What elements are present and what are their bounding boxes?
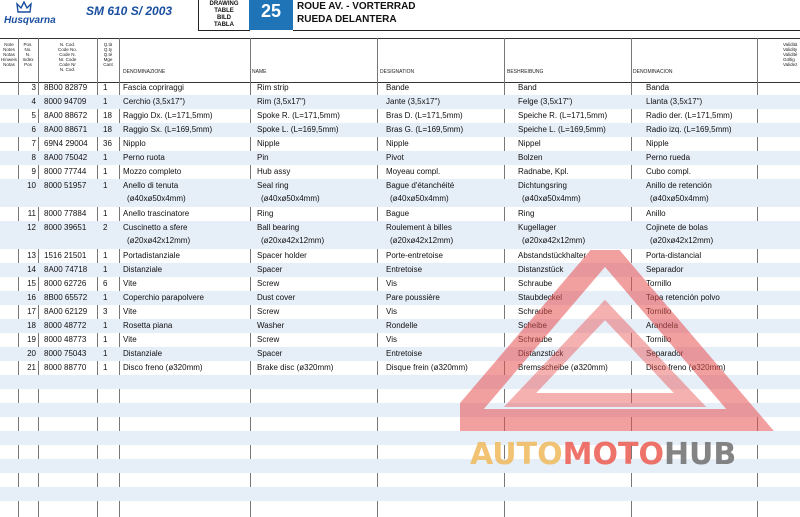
name-german: Abstandstückhalter [518,251,587,260]
name-german: Bremsscheibe (ø320mm) [518,363,608,372]
name-italian: Anello trascinatore [123,209,190,218]
ref-number: 8 [31,153,36,162]
name-german: Scheibe [518,321,547,330]
col-spanish: DENOMINACION [633,69,673,75]
name-spanish: Anillo de retención [646,181,712,190]
dimension-es: (ø20xø42x12mm) [650,236,714,245]
part-code: 8000 51957 [44,181,87,190]
brand-logo [0,3,70,31]
table-row [0,137,800,151]
part-code: 8000 77884 [44,209,87,218]
name-french: Bras D. (L=171,5mm) [386,111,463,120]
quantity: 1 [103,251,108,260]
table-label: TABLE [214,8,234,14]
col-german: BESHREIBUNG [507,69,544,75]
part-code: 1516 21501 [44,251,87,260]
name-english: Seal ring [257,181,289,190]
name-english: Washer [257,321,285,330]
name-german: Nippel [518,139,541,148]
name-german: Band [518,83,537,92]
col-english: NAME [252,69,267,75]
name-french: Rondelle [386,321,418,330]
name-italian: Vite [123,335,137,344]
quantity: 1 [103,363,108,372]
name-spanish: Tornillo [646,307,672,316]
ref-number: 12 [27,223,36,232]
name-english: Spoke R. (L=171,5mm) [257,111,340,120]
col-pos: Pos. No. N. Index Pos [22,42,34,67]
name-french: Pare poussière [386,293,440,302]
name-spanish: Separador [646,265,684,274]
name-italian: Raggio Dx. (L=171,5mm) [123,111,213,120]
ref-number: 4 [31,97,36,106]
quantity: 1 [103,321,108,330]
table-row [0,249,800,263]
quantity: 36 [103,139,112,148]
ref-number: 13 [27,251,36,260]
name-german: Schraube [518,335,553,344]
name-italian: Portadistanziale [123,251,180,260]
name-spanish: Radio der. (L=171,5mm) [646,111,733,120]
page-header [0,0,800,33]
name-spanish: Arandela [646,321,679,330]
table-row [0,319,800,333]
name-german: Bolzen [518,153,543,162]
name-spanish: Cojinete de bolas [646,223,708,232]
part-code: 8000 77744 [44,167,87,176]
name-italian: Cerchio (3,5x17") [123,97,185,106]
name-spanish: Llanta (3,5x17") [646,97,703,106]
table-row [0,165,800,179]
name-french: Roulement à billes [386,223,452,232]
col-valid: Validità Validity Validité Gültig Validez [783,42,798,67]
table-row [0,361,800,375]
name-french: Disque frein (ø320mm) [386,363,468,372]
dimension-fr: (ø20xø42x12mm) [390,236,454,245]
name-french: Bras G. (L=169,5mm) [386,125,464,134]
name-english: Ring [257,209,274,218]
empty-row [0,501,800,515]
name-french: Pivot [386,153,404,162]
quantity: 6 [103,279,108,288]
quantity: 1 [103,83,108,92]
quantity: 1 [103,293,108,302]
name-spanish: Banda [646,83,670,92]
name-english: Spacer [257,265,283,274]
name-french: Entretoise [386,349,423,358]
name-french: Nipple [386,139,409,148]
ref-number: 10 [27,181,36,190]
title-divider [293,30,800,31]
table-row [0,221,800,249]
ref-number: 20 [27,349,36,358]
dimension-de: (ø40xø50x4mm) [522,194,581,203]
empty-row [0,403,800,417]
table-row [0,263,800,277]
name-spanish: Radio izq. (L=169,5mm) [646,125,732,134]
quantity: 18 [103,111,112,120]
table-row [0,179,800,207]
name-french: Bague [386,209,410,218]
name-spanish: Tornillo [646,335,672,344]
name-italian: Raggio Sx. (L=169,5mm) [123,125,213,134]
col-qty: Q.tà Q.ty Q.té Mge Cant [103,42,113,67]
quantity: 18 [103,125,112,134]
name-italian: Distanziale [123,349,163,358]
part-code: 8000 48773 [44,335,87,344]
name-german: Radnabe, Kpl. [518,167,569,176]
name-english: Spacer holder [257,251,307,260]
part-code: 8A00 75042 [44,153,88,162]
quantity: 1 [103,153,108,162]
ref-number: 11 [27,209,36,218]
name-english: Spoke L. (L=169,5mm) [257,125,339,134]
crown-icon [16,1,32,13]
name-italian: Disco freno (ø320mm) [123,363,203,372]
name-german: Ring [518,209,535,218]
name-italian: Vite [123,307,137,316]
table-row [0,109,800,123]
name-german: Staubdeckel [518,293,563,302]
name-italian: Fascia copriraggi [123,83,184,92]
section-title-es: RUEDA DELANTERA [297,14,397,25]
name-english: Spacer [257,349,283,358]
name-spanish: Cubo compl. [646,167,691,176]
name-spanish: Porta-distancial [646,251,702,260]
table-row [0,207,800,221]
part-code: 8B00 65572 [44,293,88,302]
ref-number: 17 [27,307,36,316]
quantity: 1 [103,349,108,358]
name-english: Brake disc (ø320mm) [257,363,334,372]
empty-row [0,487,800,501]
name-italian: Vite [123,279,137,288]
part-code: 8B00 82879 [44,83,88,92]
ref-number: 21 [27,363,36,372]
name-english: Rim strip [257,83,289,92]
part-code: 8000 88770 [44,363,87,372]
name-german: Schraube [518,279,553,288]
name-german: Distanzstück [518,349,564,358]
quantity: 1 [103,265,108,274]
table-row [0,291,800,305]
table-number: 25 [249,0,293,30]
column-header [0,38,800,83]
name-spanish: Tornillo [646,279,672,288]
name-french: Vis [386,307,397,316]
name-italian: Cuscinetto a sfere [123,223,188,232]
table-row [0,305,800,319]
name-german: Dichtungsring [518,181,567,190]
name-italian: Distanziale [123,265,163,274]
name-german: Kugellager [518,223,557,232]
name-italian: Perno ruota [123,153,165,162]
name-english: Nipple [257,139,280,148]
empty-row [0,473,800,487]
part-code: 8A00 88672 [44,111,88,120]
part-code: 69N4 29004 [44,139,88,148]
ref-number: 7 [31,139,36,148]
quantity: 3 [103,307,108,316]
empty-row [0,389,800,403]
table-row [0,81,800,95]
ref-number: 5 [31,111,36,120]
quantity: 1 [103,335,108,344]
empty-row [0,375,800,389]
dimension-en: (ø40xø50x4mm) [261,194,320,203]
name-italian: Nipplo [123,139,146,148]
ref-number: 3 [31,83,36,92]
name-italian: Rosetta piana [123,321,173,330]
table-row [0,123,800,137]
name-spanish: Separador [646,349,684,358]
dimension-it: (ø40xø50x4mm) [127,194,186,203]
table-row [0,347,800,361]
part-code: 8000 75043 [44,349,87,358]
name-spanish: Disco freno (ø320mm) [646,363,726,372]
quantity: 1 [103,209,108,218]
ref-number: 18 [27,321,36,330]
quantity: 2 [103,223,108,232]
table-row [0,95,800,109]
name-german: Speiche R. (L=171,5mm) [518,111,608,120]
ref-number: 15 [27,279,36,288]
name-french: Porte-entretoise [386,251,443,260]
name-german: Schraube [518,307,553,316]
col-italian: DENOMINAZIONE [123,69,166,75]
dimension-de: (ø20xø42x12mm) [522,236,586,245]
col-note: Note Notes Notas Hinweis Notas [1,42,17,67]
name-italian: Anello di tenuta [123,181,179,190]
bild-label: BILD [217,15,231,21]
name-english: Screw [257,279,280,288]
name-english: Rim (3,5x17") [257,97,306,106]
name-english: Hub assy [257,167,291,176]
name-english: Dust cover [257,293,296,302]
name-spanish: Nipple [646,139,669,148]
empty-row [0,417,800,431]
quantity: 1 [103,97,108,106]
model-title: SM 610 S/ 2003 [86,4,173,18]
name-german: Speiche L. (L=169,5mm) [518,125,606,134]
name-english: Screw [257,307,280,316]
section-title-fr-de: ROUE AV. - VORTERRAD [297,1,416,12]
dimension-it: (ø20xø42x12mm) [127,236,191,245]
name-italian: Coperchio parapolvere [123,293,204,302]
drawing-label: DRAWING [209,1,239,7]
name-french: Vis [386,279,397,288]
table-row [0,277,800,291]
part-code: 8A00 88671 [44,125,88,134]
name-german: Distanzstück [518,265,564,274]
drawing-table-label-box [198,0,250,31]
name-english: Screw [257,335,280,344]
name-french: Bague d'étanchéité [386,181,455,190]
watermark-text: AUTOMOTOHUB [470,437,737,472]
part-code: 8000 94709 [44,97,87,106]
name-spanish: Perno rueda [646,153,691,162]
table-row [0,333,800,347]
name-english: Ball bearing [257,223,300,232]
part-code: 8000 48772 [44,321,87,330]
name-french: Jante (3,5x17") [386,97,440,106]
col-french: DESIGNATION [380,69,415,75]
part-code: 8000 39651 [44,223,87,232]
ref-number: 14 [27,265,36,274]
table-row [0,151,800,165]
ref-number: 6 [31,125,36,134]
dimension-es: (ø40xø50x4mm) [650,194,709,203]
name-french: Entretoise [386,265,423,274]
quantity: 1 [103,181,108,190]
name-italian: Mozzo completo [123,167,182,176]
ref-number: 16 [27,293,36,302]
dimension-en: (ø20xø42x12mm) [261,236,325,245]
name-spanish: Anillo [646,209,666,218]
name-spanish: Tapa retención polvo [646,293,720,302]
ref-number: 19 [27,335,36,344]
part-code: 8A00 62129 [44,307,88,316]
name-french: Vis [386,335,397,344]
dimension-fr: (ø40xø50x4mm) [390,194,449,203]
part-code: 8000 62726 [44,279,87,288]
col-code: N. Cod. Code No. Code N. Nr. Code Code Nr N. Cod. [57,42,77,72]
name-german: Felge (3,5x17") [518,97,573,106]
tabla-label: TABLA [214,22,234,28]
brand-name: Husqvarna [4,15,56,26]
quantity: 1 [103,167,108,176]
name-french: Bande [386,83,410,92]
name-english: Pin [257,153,269,162]
part-code: 8A00 74718 [44,265,88,274]
name-french: Moyeau compl. [386,167,441,176]
ref-number: 9 [31,167,36,176]
